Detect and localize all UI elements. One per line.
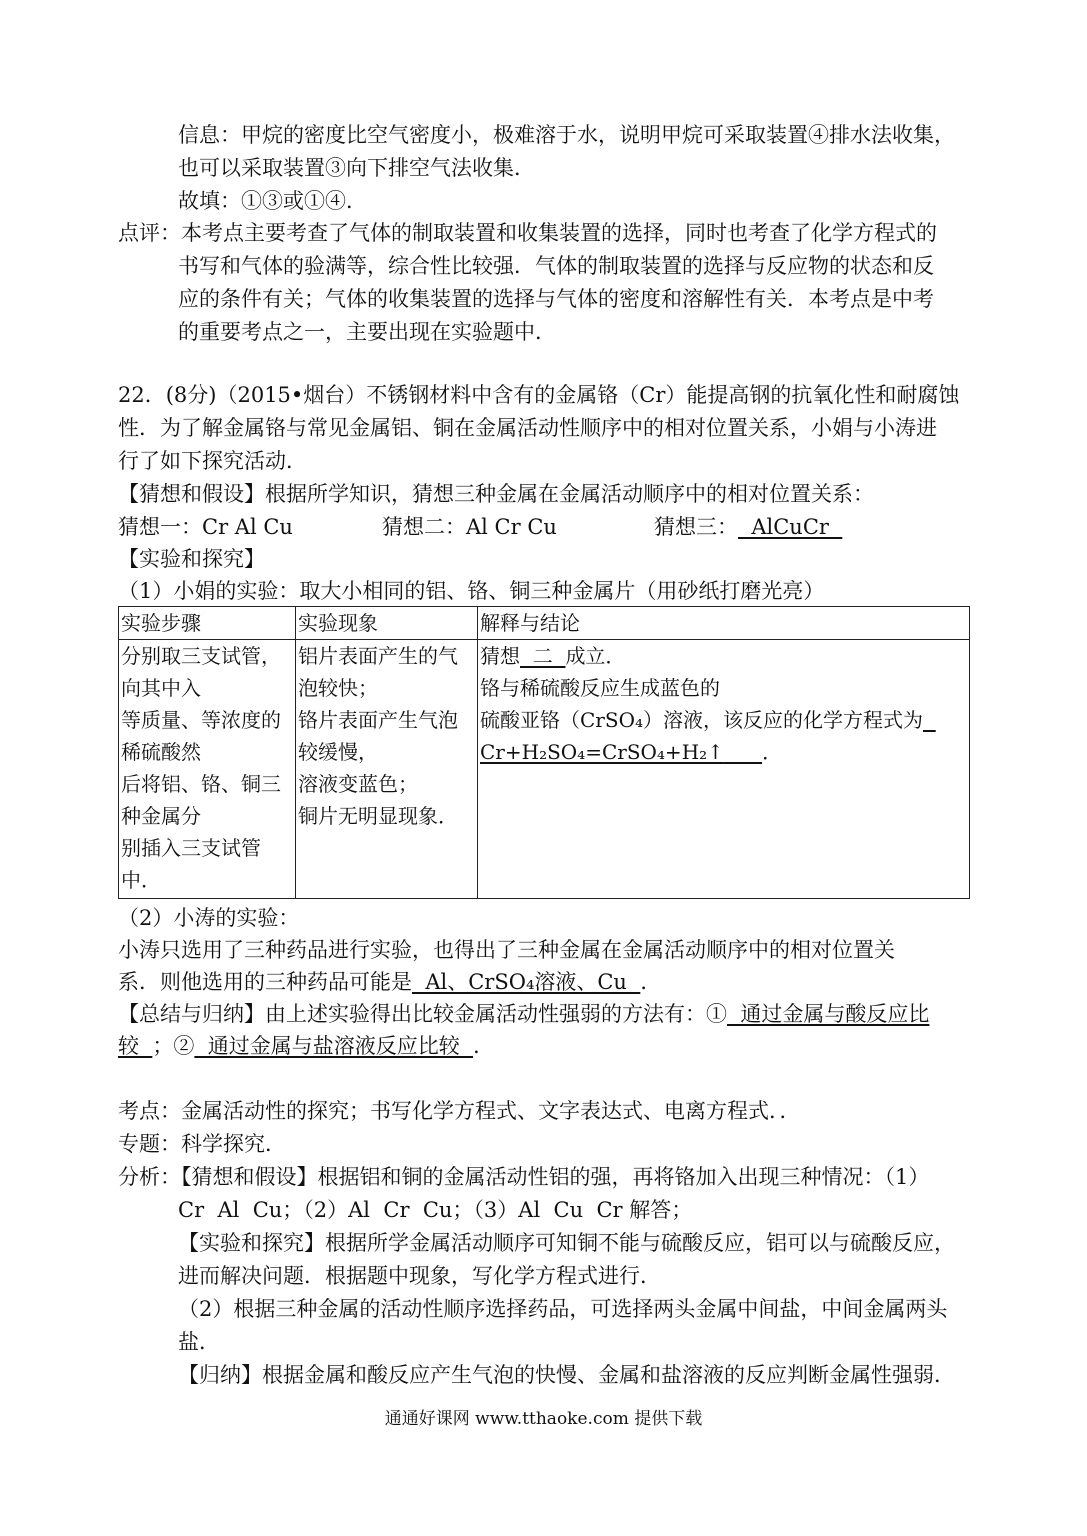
page-footer: 通通好课网 www.tthaoke.com 提供下载	[384, 1409, 703, 1429]
summary-line-2	[118, 1031, 494, 1061]
summary-answer-1a: 通过金属与酸反应比	[727, 1002, 930, 1026]
phenomenon-line: 铝片表面产生的气	[298, 644, 458, 668]
info-line-2: 也可以采取装置③向下排空气法收集．	[178, 156, 535, 180]
info-line-1: 信息：甲烷的密度比空气密度小，极难溶于水，说明甲烷可采取装置④排水法收集，	[178, 123, 955, 147]
step-line: 中．	[121, 868, 161, 892]
hypothesis-title: 【猜想和假设】根据所学知识，猜想三种金属在金属活动顺序中的相对位置关系：	[118, 482, 874, 506]
summary-line-1	[118, 999, 929, 1029]
conclusion-line-2: 铬与稀硫酸反应生成蓝色的	[480, 676, 720, 700]
analysis-line-4: 进而解决问题．根据题中现象，写化学方程式进行．	[178, 1264, 661, 1288]
review-line-1: 点评：本考点主要考查了气体的制取装置和收集装置的选择，同时也考查了化学方程式的	[118, 221, 937, 245]
table-header-phenomena: 实验现象	[296, 607, 478, 640]
guess-1: 猜想一：Cr Al Cu	[118, 515, 293, 539]
experiment-2-title: （2）小涛的实验：	[118, 906, 300, 930]
summary-mid: ；②	[152, 1034, 195, 1058]
conclusion-guess-answer: 二	[520, 644, 566, 668]
summary-answer-2: 通过金属与盐溶液反应比较	[194, 1034, 474, 1058]
experiment-2-answer: Al、CrSO₄溶液、Cu	[412, 970, 641, 994]
experiment-table	[118, 606, 970, 899]
analysis-line-7: 【归纳】根据金属和酸反应产生气泡的快慢、金属和盐溶液的反应判断金属性强弱．	[178, 1363, 955, 1387]
step-line: 向其中入	[121, 676, 201, 700]
phenomenon-line: 较缓慢，	[298, 740, 378, 764]
conclusion-equation-line	[480, 736, 967, 768]
analysis-line-3: 【实验和探究】根据所学金属活动顺序可知铜不能与硫酸反应，铝可以与硫酸反应，	[178, 1231, 955, 1255]
summary-pre: 【总结与归纳】由上述实验得出比较金属活动性强弱的方法有：①	[118, 1002, 727, 1026]
review-line-3: 应的条件有关；气体的收集装置的选择与气体的密度和溶解性有关．本考点是中考	[178, 287, 934, 311]
guess-3-label: 猜想三：	[654, 515, 738, 539]
step-line: 等质量、等浓度的	[121, 708, 281, 732]
q22-stem-line-3: 行了如下探究活动．	[118, 449, 307, 473]
conclusion-guess	[480, 640, 967, 672]
conclusion-line-3-text: 硫酸亚铬（CrSO₄）溶液，该反应的化学方程式为	[480, 708, 923, 732]
table-cell-steps	[119, 640, 296, 899]
summary-end: ．	[473, 1034, 495, 1058]
step-line: 种金属分	[121, 804, 201, 828]
analysis-line-2: Cr Al Cu；（2）Al Cr Cu；（3）Al Cu Cr 解答；	[178, 1198, 693, 1222]
conclusion-guess-pre: 猜想	[480, 644, 520, 668]
table-header-row	[119, 607, 970, 640]
phenomenon-line: 铜片无明显现象．	[298, 804, 458, 828]
kaodian-line: 考点：金属活动性的探究；书写化学方程式、文字表达式、电离方程式．．	[118, 1099, 801, 1123]
analysis-line-5: （2）根据三种金属的活动性顺序选择药品，可选择两头金属中间盐，中间金属两头	[178, 1297, 948, 1321]
table-row	[119, 640, 970, 899]
experiment-2-line-2	[118, 967, 661, 997]
step-line: 稀硫酸然	[121, 740, 201, 764]
analysis-line-6: 盐．	[178, 1330, 220, 1354]
step-line: 后将铝、铬、铜三	[121, 772, 281, 796]
zhuanti-line: 专题：科学探究．	[118, 1132, 286, 1156]
table-header-conclusion: 解释与结论	[478, 607, 970, 640]
phenomenon-line: 泡较快；	[298, 676, 378, 700]
experiment-title: 【实验和探究】	[118, 547, 265, 571]
guess-2: 猜想二：Al Cr Cu	[382, 515, 557, 539]
table-header-steps: 实验步骤	[119, 607, 296, 640]
step-line: 别插入三支试管	[121, 836, 261, 860]
analysis-line-1: 分析：【猜想和假设】根据铝和铜的金属活动性铝的强，再将铬加入出现三种情况：（1）	[118, 1165, 930, 1189]
phenomenon-line: 铬片表面产生气泡	[298, 708, 458, 732]
conclusion-equation-end: ．	[762, 740, 783, 764]
table-cell-phenomena	[296, 640, 478, 899]
conclusion-guess-post: 成立．	[565, 644, 626, 668]
q22-stem-line-1: 22．(8分)（2015•烟台）不锈钢材料中含有的金属铬（Cr）能提高钢的抗氧化性和耐腐蚀	[118, 383, 960, 407]
q22-stem-line-2: 性．为了解金属铬与常见金属铝、铜在金属活动性顺序中的相对位置关系，小娟与小涛进	[118, 416, 937, 440]
equation-blank	[724, 740, 762, 764]
experiment-1-title: （1）小娟的实验：取大小相同的铝、铬、铜三种金属片（用砂纸打磨光亮）	[118, 579, 825, 603]
experiment-2-pre: 系．则他选用的三种药品可能是	[118, 970, 412, 994]
experiment-2-line-1: 小涛只选用了三种药品进行实验，也得出了三种金属在金属活动顺序中的相对位置关	[118, 938, 895, 962]
guess-3	[654, 512, 842, 542]
conclusion-line-3	[480, 704, 967, 736]
review-line-2: 书写和气体的验满等，综合性比较强．气体的制取装置的选择与反应物的状态和反	[178, 254, 934, 278]
step-line: 分别取三支试管，	[121, 644, 281, 668]
fill-answer: 故填：①③或①④．	[178, 189, 367, 213]
table-cell-conclusion	[478, 640, 970, 899]
experiment-2-post: ．	[640, 970, 662, 994]
conclusion-blank	[923, 708, 936, 732]
guess-3-answer: AlCuCr	[738, 515, 843, 539]
phenomenon-line: 溶液变蓝色；	[298, 772, 418, 796]
summary-answer-1b: 较	[118, 1034, 153, 1058]
conclusion-equation: Cr+H₂SO₄=CrSO₄+H₂↑	[480, 740, 724, 764]
review-line-4: 的重要考点之一，主要出现在实验题中．	[178, 320, 556, 344]
